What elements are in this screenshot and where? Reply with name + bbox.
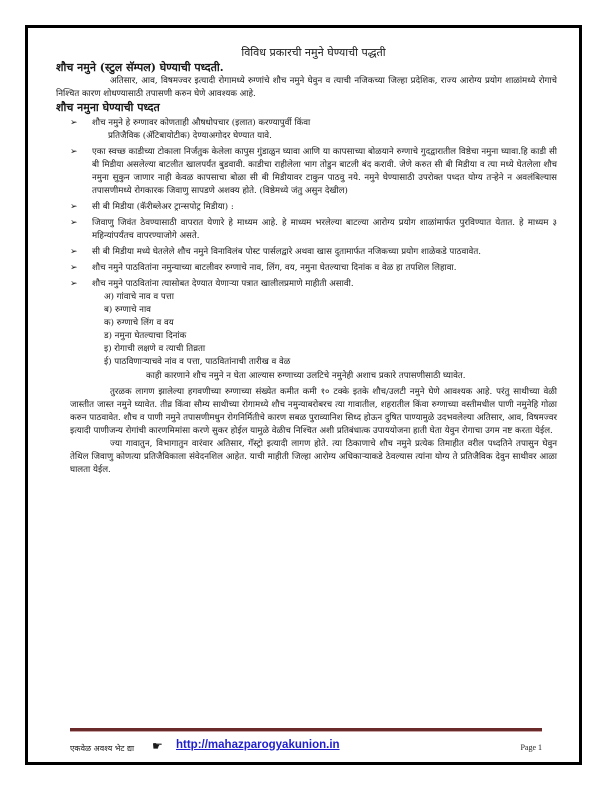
bullet-item [70,217,557,243]
bullet-item [70,262,557,275]
arrow-bullet-icon: ➢ [70,263,78,273]
detail-item: ब) रुग्णाचे नाव [104,305,151,315]
detail-item: अ) गांवाचे नाव व पत्ता [104,292,174,302]
document-title: विविध प्रकारची नमुने घेण्याची पद्धती [241,46,386,59]
bullet-item [70,278,557,369]
bullet-item [70,117,557,143]
detail-item: क) रुग्णाचे लिंग व वय [104,318,174,328]
bullet-item [70,201,557,214]
arrow-bullet-icon: ➢ [70,202,78,212]
letter-details-list [92,291,557,369]
pointing-hand-icon: ☛ [152,739,163,753]
outbreak-paragraph: तुरळक लागण झालेल्या हगवणीच्या रुग्णाच्या संख्येत कमीत कमी १० टक्के इतके शौच/उलटी नमुने घेणे आवश्यक आहे. परंतु साथीच्या वेळी जास्तीत जास्त नमुने घ्यावेत. तीव्र किंवा सौम्य साथीच्या रोगामध्ये शौच नमुन्याबरोबरच त्या गावातील, शहरातील किंवा रुग्णाच्या वस्तीमधील पाणी नमुनेहि गोळा करुन पाठवावेत. शौच व पाणी नमुने तपासणीमधुन रोगनिर्मितीचे कारण सबळ पुराव्यानिश सिध्द होऊन दुषित पाण्यामुळे उदभवलेल्या अतिसार, आव, विषमज्वर इत्यादी पाणीजन्य रोगांची कारणमिमांसा करणे सुकर होईल यामुळे वेळीच निश्चित अशी प्रतिबंधात्क उपाययोजना हाती घेता येवुन रोगाचा उगम नष्ट करता येईल. [70,387,557,436]
footer-divider [70,728,542,732]
bullet-text: शौच नमुने हे रुग्णावर कोणताही औषधोपचार (इलात) करण्यापुर्वी किंवा [92,118,311,128]
website-link[interactable]: http://mahazparogyakunion.in [176,739,340,751]
bullet-item [70,146,557,198]
bullet-text: एका स्वच्छ काडीच्या टोकाला निर्जंतुक केलेला कापुस गुंडाळुन घ्यावा आणि या कापसाच्या बोळयाने रुग्णाचे गुदद्वारातील विष्ठेचा नमुना घ्यावा.हि काडी सी बी मिडीया असलेल्या बाटलीत खालपर्यंत बुडवावी. काडीचा राहीलेला भाग तोडुन बाटली बंद करावी. जेणे करुत सी बी मिडीया व त्या मध्ये घेतलेला शौच नमुना सुकुन जाणार नाही केवळ कापसाचा बोळा सी बी मिडीयावर टाकुन पाठवु नये. नमुने घेण्यासाठी उपरोक्त पध्दत योग्य तऱ्हेने न अवलंबिल्यास तपासणीमध्ये रोगकारक जिवाणु सापडणे अशक्य होते. (विष्ठेमध्ये जंतु असुन देखील) [92,147,557,196]
page-footer [70,740,542,756]
bullet-text: सी बी मिडीया मध्ये घेतलेले शौच नमुने विनाविलंब पोस्ट पार्सलद्वारे अथवा खास दुतामार्फत नजिकच्या प्रयोग शाळेकडे पाठवावेत. [92,247,481,257]
bullet-text-continued: प्रतिजैविक (ॲटिबायोटीक) देण्याअगोदर घेण्यात यावे. [108,131,272,141]
bullet-text: शौच नमुने पाठवितांना त्यासोबत देण्यात येणाऱ्या पत्रात खालीलप्रमाणे माहीती असावी. [92,279,354,289]
quarterly-testing-paragraph: ज्या गावातुन, विभागातुन वारंवार अतिसार, गॅस्ट्रो इत्यादी लागण होते. त्या ठिकाणाचे शौच नमुने प्रत्येक तिमाहीत वरील पध्दतिने तपासुन घेवुन तेथिल जिवाणु कोणत्या प्रतिजैविकाला संवेदनशिल आहेत. याची माहीती जिल्हा आरोग्य अधिकाऱ्याकडे ठेवल्यास त्यांना योग्य ते प्रतिजैविक देवुन साथीवर आळा घालता येईल. [70,439,557,475]
vomit-sample-paragraph: काही कारणाने शौच नमुने न घेता आल्यास रुग्णाच्या उलटिचे नमुनेही अशाच प्रकारे तपासणीसाठी घ्यावेत. [146,371,466,381]
section-heading-stool-sample: शौच नमुने (स्टुल सॅम्पल) घेण्याची पध्दती. [56,61,224,74]
detail-item: ड) नमुना घेतल्याचा दिनांक [104,331,187,341]
bullet-item [70,246,557,259]
bullet-text: सी बी मिडीया (कॅरीब्लेअर ट्रान्सपोट्र मिडीया) : [92,202,234,212]
arrow-bullet-icon: ➢ [70,218,78,228]
detail-item: ई) पाठविणाऱ्याचवे नांव व पत्ता, पाठवितांनाची तारीख व वेळ [104,357,291,367]
arrow-bullet-icon: ➢ [70,118,78,128]
bullet-text: जिवाणु जिवंत ठेवण्यासाठी वापरात येणारे हे माध्यम आहे. हे माध्यम भरलेल्या बाटल्या आरोग्य प्रयोग शाळांमार्फत पुरविण्यात येतात. हे माध्यम ३ महिन्यांपर्यंतच वापरण्याजोगे असते. [92,218,557,241]
arrow-bullet-icon: ➢ [70,279,78,289]
arrow-bullet-icon: ➢ [70,147,78,157]
footer-visit-note: एकवेळ अवश्य भेट द्या [70,744,135,753]
document-body [56,45,557,477]
section-heading-method: शौच नमुना घेण्याची पध्दत [56,101,160,114]
intro-paragraph: अतिसार, आव, विषमज्वर इत्यादी रोगामध्ये रुग्णांचे शौच नमुने घेवुन व त्याची नजिकच्या जिल्हा प्रदेशिक, राज्य आरोग्य प्रयोग शाळांमध्ये रोगाचे निश्चित कारण शोधण्यासाठी तपासणी करुन घेणे आवश्यक आहे. [56,76,557,99]
arrow-bullet-icon: ➢ [70,247,78,257]
detail-item: इ) रोगाची लक्षणे व त्याची तिव्रता [104,344,206,354]
page-number: Page 1 [520,743,542,752]
method-bullet-list [70,117,557,369]
bullet-text: शौच नमुने पाठवितांना नमुन्याच्या बाटलीवर रुग्णाचे नाव, लिंग, वय, नमुना घेतल्याचा दिनांक व वेळ हा तपशिल लिहावा. [92,263,457,273]
